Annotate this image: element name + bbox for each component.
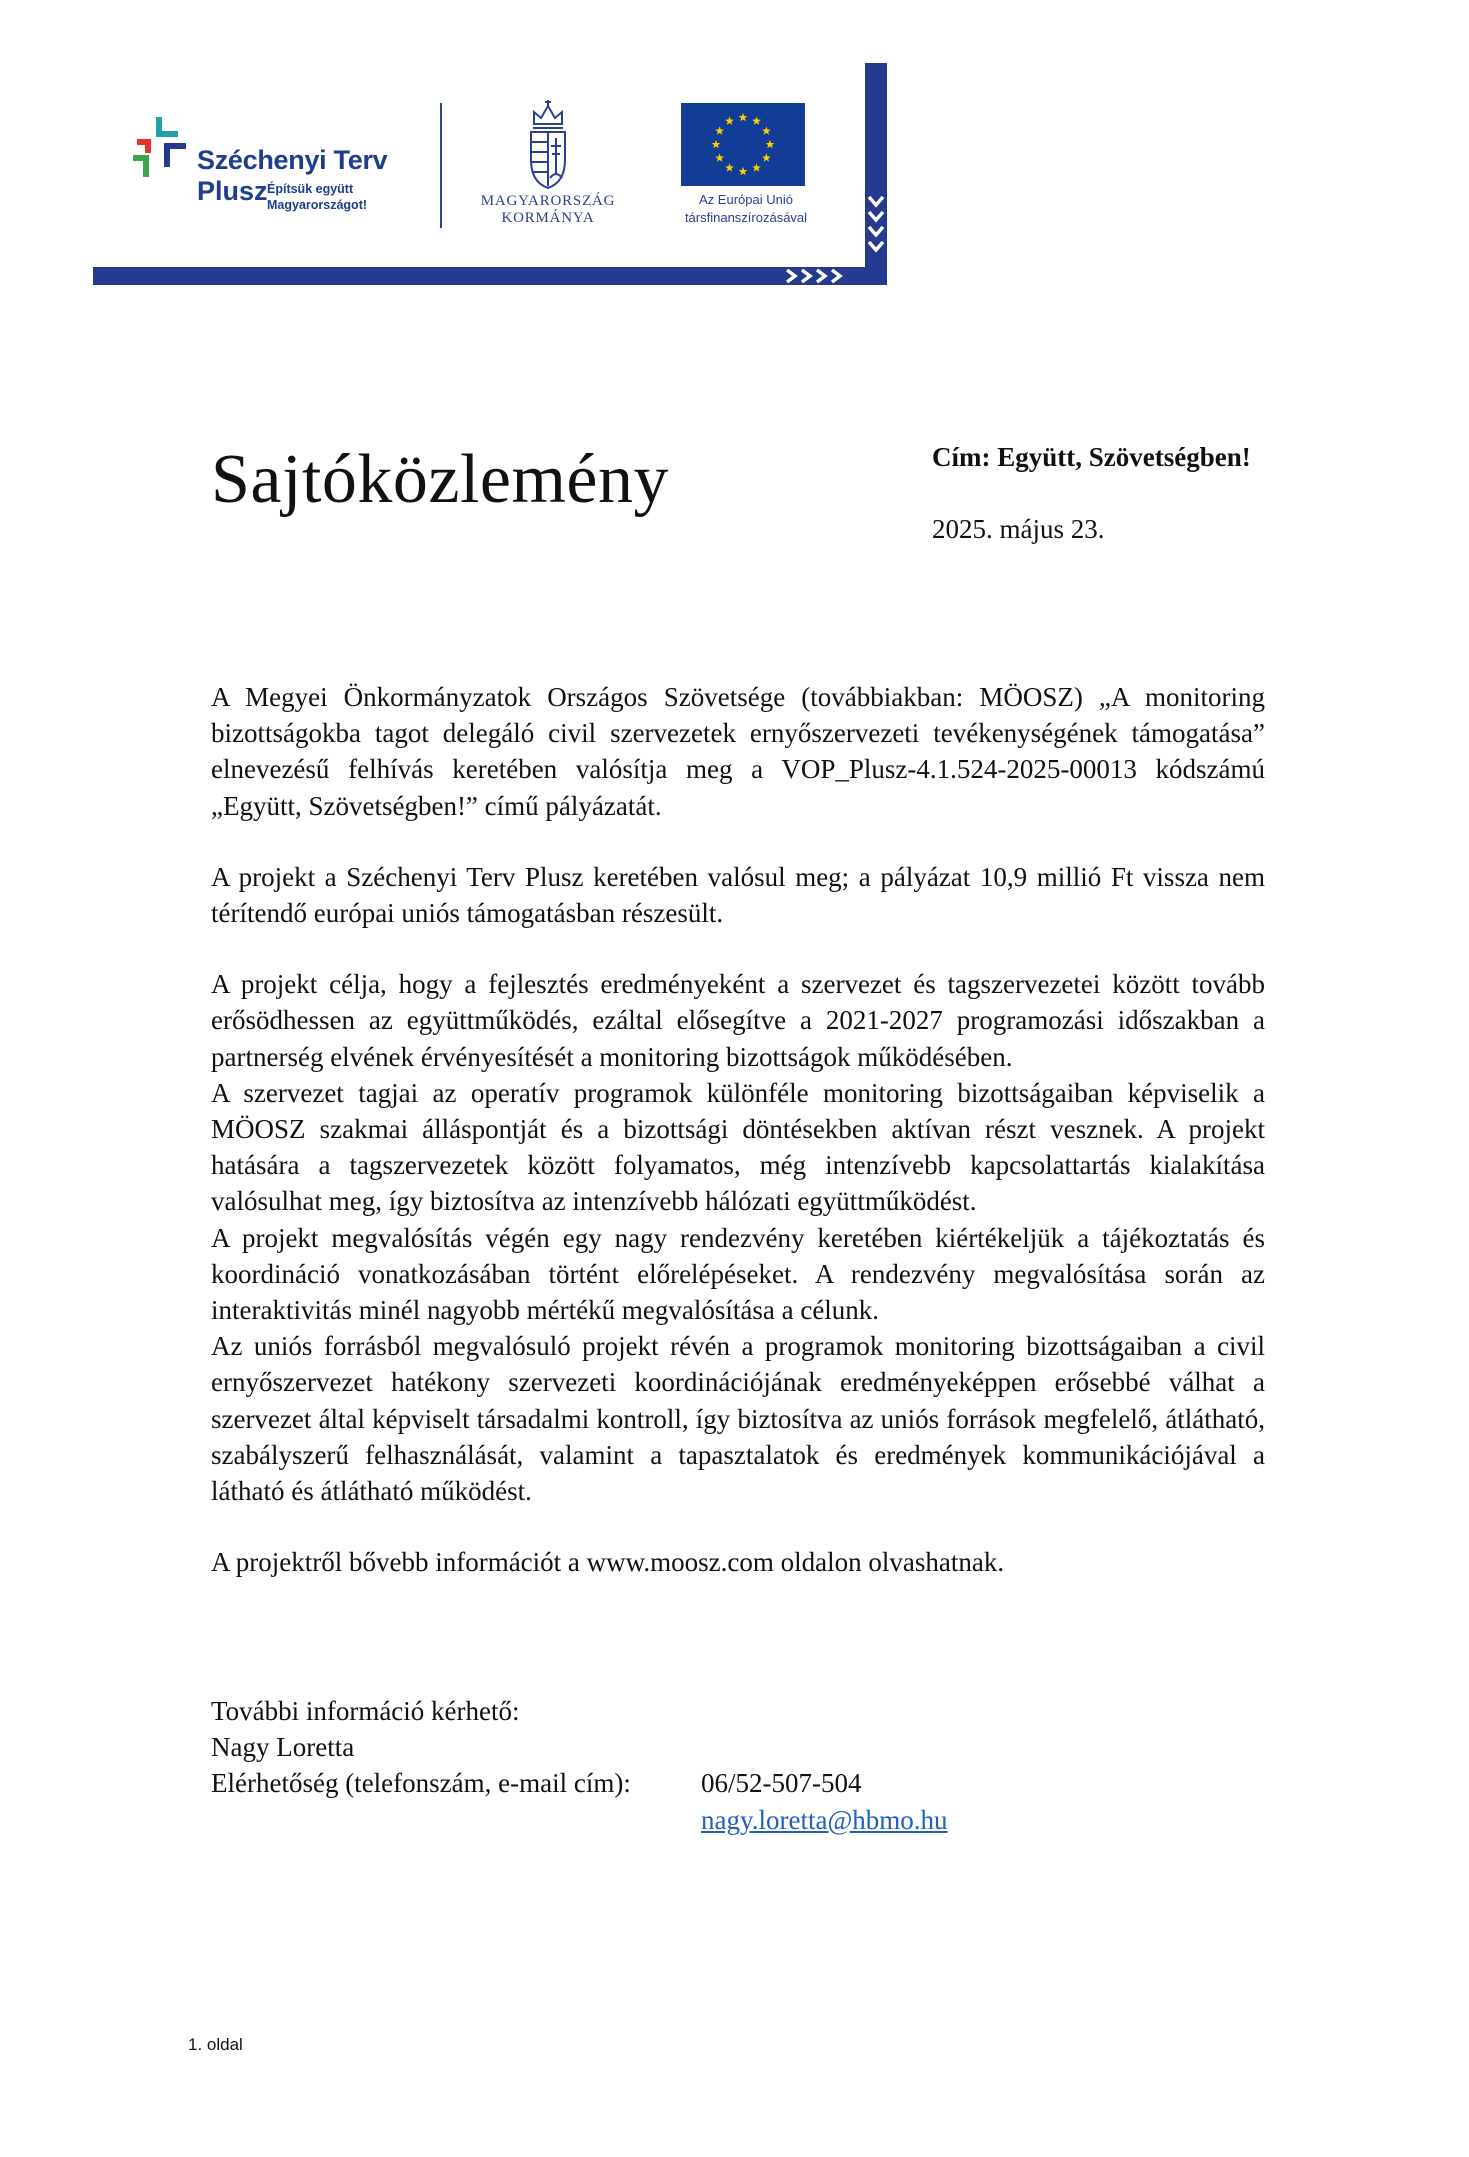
- contact-email-row: [211, 1802, 948, 1838]
- paragraph-funding: A projekt a Széchenyi Terv Plusz keretében valósul meg; a pályázat 10,9 millió Ft vissza nem térítendő európai uniós támogatásban részesült.: [211, 861, 1265, 929]
- document-cim: Cím: Együtt, Szövetségben!: [932, 442, 1251, 472]
- program-logo-slogan: Építsük együtt Magyarországot!: [267, 182, 368, 212]
- contact-label: Elérhetőség (telefonszám, e-mail cím):: [211, 1768, 631, 1799]
- contact-name: Nagy Loretta: [211, 1732, 355, 1763]
- logo-divider: [440, 103, 442, 228]
- program-logo-title: Széchenyi Terv: [197, 145, 388, 175]
- eu-star-icon: [752, 117, 761, 125]
- paragraph-goal: A projekt célja, hogy a fejlesztés eredményeként a szervezet és tagszervezetei között tovább erősödhessen az együttműködés, ezáltal elősegítve a 2021-2027 programozási időszakban a partnerség elvének érvényesítését a monitoring bizottságok működésében.: [211, 969, 1265, 1072]
- chevron-down-icon: [865, 193, 887, 265]
- paragraph-intro: A Megyei Önkormányzatok Országos Szövetsége (továbbiakban: MÖOSZ) „A monitoring bizottságokba tagot delegáló civil szervezetek ernyőszervezeti tevékenységének támogatása” elnevezésű felhívás keretében valósítja meg a VOP_Plusz-4.1.524-2025-00013 kódszámú „Együtt, Szövetségben!” című pályázatát.: [211, 682, 1265, 821]
- eu-stars-icon: [681, 103, 805, 186]
- page-number: 1. oldal: [188, 2035, 243, 2054]
- eu-star-icon: [715, 153, 724, 161]
- eu-star-icon: [752, 163, 761, 171]
- eu-star-icon: [725, 117, 734, 125]
- contact-block: [211, 1693, 948, 1838]
- document-body: [211, 679, 1265, 1580]
- chevron-right-icon: [783, 267, 849, 285]
- eu-star-icon: [739, 167, 748, 175]
- header-banner: [93, 63, 887, 290]
- eu-star-icon: [715, 126, 724, 134]
- eu-star-icon: [725, 163, 734, 171]
- eu-star-icon: [762, 153, 771, 161]
- government-logo-text: MAGYARORSZÁG KORMÁNYA: [480, 193, 616, 226]
- document-date: 2025. május 23.: [932, 514, 1105, 544]
- contact-phone-row: [211, 1765, 862, 1801]
- paragraph-control: Az uniós forrásból megvalósuló projekt révén a programok monitoring bizottságaiban a civil ernyőszervezet hatékony szervezeti koordinációjának eredményeképpen erősebbé válhat a szervezet által képviselt társadalmi kontroll, így biztosítva az uniós források megfelelő, átlátható, szabályszerű felhasználását, valamint a tapasztalatok és eredmények kommunikációjával a látható és átlátható működést.: [211, 1331, 1265, 1507]
- eu-logo-text: Az Európai Unió társfinanszírozásával: [684, 192, 808, 225]
- program-logo-plusz: Plusz: [197, 176, 268, 206]
- banner-bottom-bar: [93, 267, 887, 285]
- contact-heading: További információ kérhető:: [211, 1696, 520, 1726]
- eu-star-icon: [766, 140, 775, 148]
- contact-phone: 06/52-507-504: [701, 1768, 862, 1799]
- eu-star-icon: [762, 126, 771, 134]
- paragraph-more-info: A projektről bővebb információt a www.moosz.com oldalon olvashatnak.: [211, 1547, 1005, 1578]
- eu-flag: [681, 103, 805, 186]
- paragraph-event: A projekt megvalósítás végén egy nagy rendezvény keretében kiértékeljük a tájékoztatás és koordináció vonatkozásában történt előrelépéseket. A rendezvény megvalósítása során az interaktivitás minél nagyobb mértékű megvalósítása a célunk.: [211, 1222, 1265, 1326]
- document-title: Sajtóközlemény: [211, 441, 670, 518]
- hungarian-crest-icon: [525, 98, 571, 190]
- eu-star-icon: [739, 113, 748, 121]
- paragraph-members: A szervezet tagjai az operatív programok különféle monitoring bizottságaiban képviselik a MÖOSZ szakmai álláspontját és a bizottsági döntésekben aktívan részt vesznek. A projekt hatására a tagszervezetek között folyamatos, még intenzívebb kapcsolattartás kialakítása valósulhat meg, így biztosítva az intenzívebb hálózati együttműködést.: [211, 1077, 1265, 1217]
- contact-email-link[interactable]: nagy.loretta@hbmo.hu: [701, 1804, 948, 1835]
- cross-arrows-icon: [133, 115, 191, 183]
- eu-star-icon: [712, 140, 721, 148]
